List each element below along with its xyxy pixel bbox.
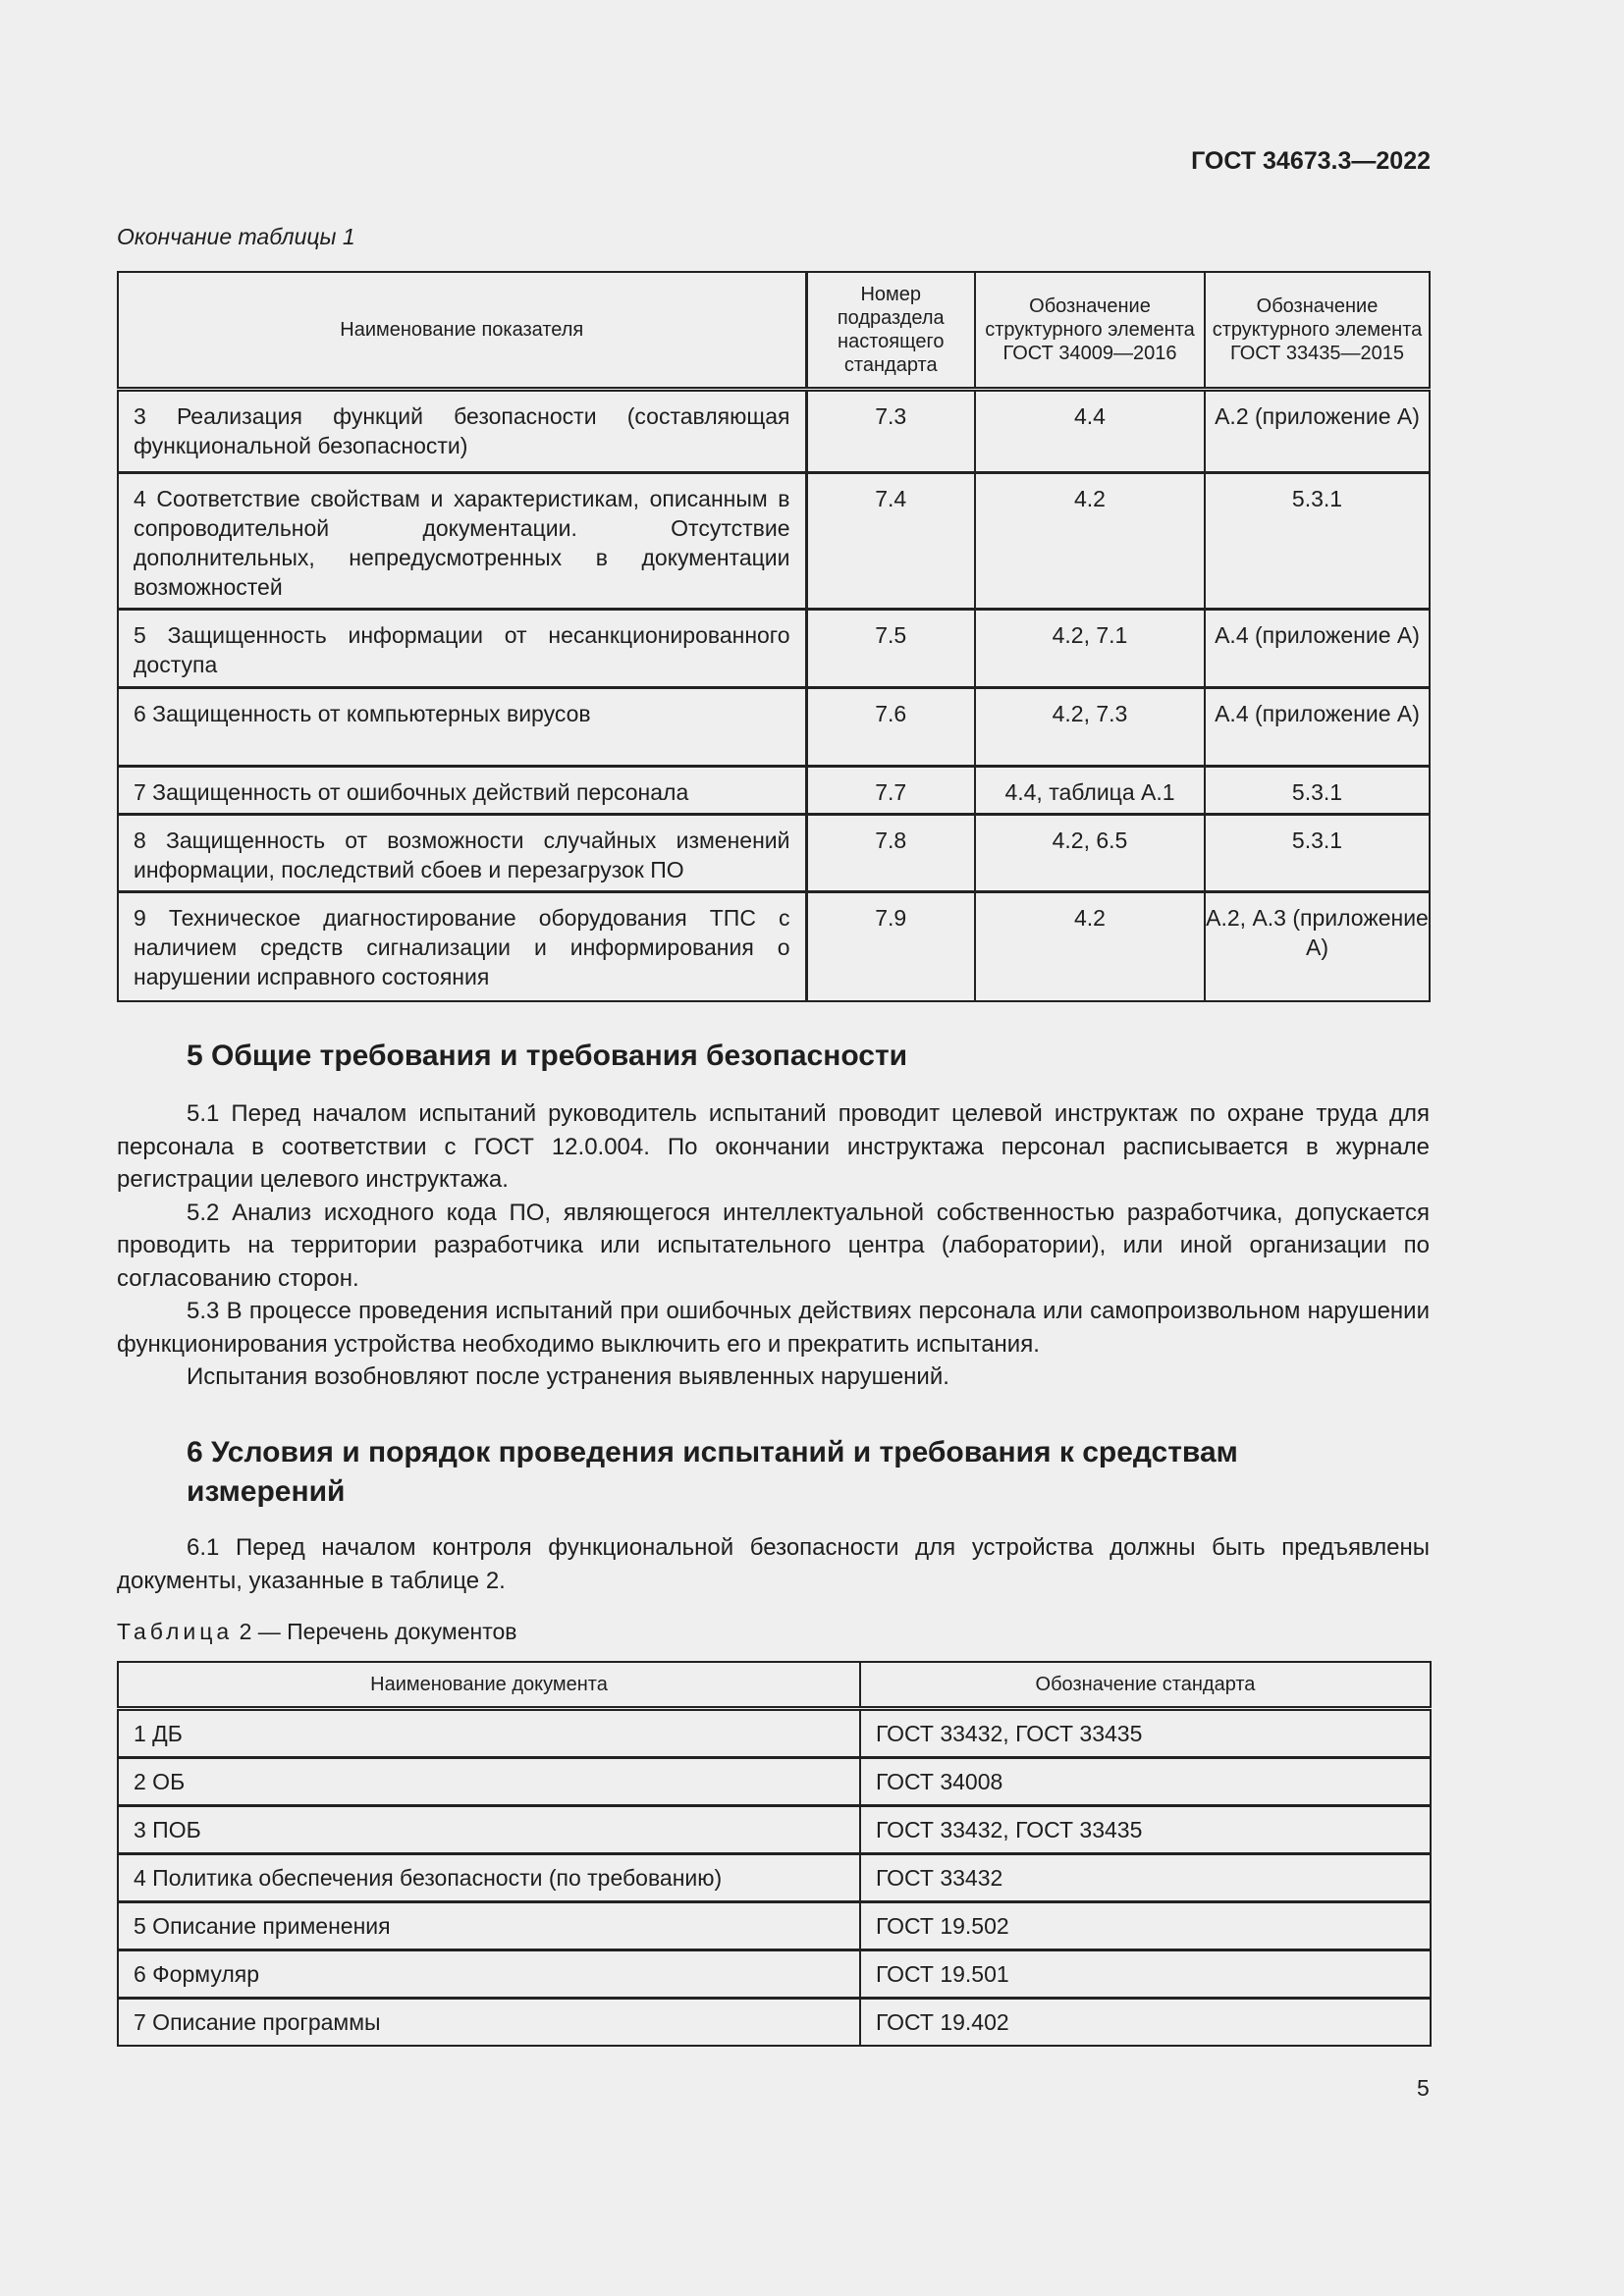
gost33435-ref: А.2, А.3 (приложение А) (1205, 892, 1430, 1001)
gost34009-ref: 4.2 (975, 892, 1205, 1001)
table-row (118, 815, 1430, 892)
section-5-body (117, 1097, 1430, 1394)
gost34009-ref: 4.4, таблица А.1 (975, 767, 1205, 815)
paragraph-5-2: 5.2 Анализ исходного кода ПО, являющегося интеллектуальной собственностью разработчика, допускается проводить на территории разработчика или испытательного центра (лаборатории), или иной организации по согласованию сторон. (117, 1199, 1430, 1292)
subsection-number: 7.6 (806, 688, 975, 767)
standard-ref: ГОСТ 19.501 (860, 1950, 1431, 1999)
indicator-name: 8 Защищенность от возможности случайных изменений информации, последствий сбоев и перезагрузок ПО (118, 815, 806, 892)
subsection-number: 7.3 (806, 390, 975, 473)
subsection-number: 7.9 (806, 892, 975, 1001)
standard-ref: ГОСТ 34008 (860, 1758, 1431, 1806)
subsection-number: 7.5 (806, 610, 975, 688)
gost33435-ref: 5.3.1 (1205, 473, 1430, 610)
document-name: 2 ОБ (118, 1758, 860, 1806)
table-row (118, 892, 1430, 1001)
document-name: 5 Описание применения (118, 1902, 860, 1950)
gost34009-ref: 4.2, 7.1 (975, 610, 1205, 688)
indicator-name: 9 Техническое диагностирование оборудования ТПС с наличием средств сигнализации и информирования о нарушении исправного состояния (118, 892, 806, 1001)
gost33435-ref: А.2 (приложение А) (1205, 390, 1430, 473)
gost33435-ref: 5.3.1 (1205, 815, 1430, 892)
table-row (118, 1806, 1431, 1854)
table-row (118, 390, 1430, 473)
table1-indicators (117, 271, 1431, 1002)
table-row (118, 1758, 1431, 1806)
subsection-number: 7.4 (806, 473, 975, 610)
table-row (118, 1709, 1431, 1758)
paragraph-5-1: 5.1 Перед началом испытаний руководитель испытаний проводит целевой инструктаж по охране труда для персонала в соответствии с ГОСТ 12.0.004. По окончании инструктажа персонал расписывается в журнале регистрации целевого инструктажа. (117, 1100, 1430, 1193)
paragraph-5-3-cont: Испытания возобновляют после устранения выявленных нарушений. (187, 1363, 949, 1390)
table-row (118, 1999, 1431, 2047)
document-name: 3 ПОБ (118, 1806, 860, 1854)
document-name: 1 ДБ (118, 1709, 860, 1758)
table2-caption (117, 1619, 517, 1645)
table1-col-header: Номер подраздела настоящего стандарта (806, 272, 975, 390)
gost33435-ref: А.4 (приложение А) (1205, 610, 1430, 688)
gost34009-ref: 4.2, 7.3 (975, 688, 1205, 767)
indicator-name: 7 Защищенность от ошибочных действий персонала (118, 767, 806, 815)
subsection-number: 7.7 (806, 767, 975, 815)
indicator-name: 4 Соответствие свойствам и характеристикам, описанным в сопроводительной документации. Отсутствие дополнительных, непредусмотренных в документации возможностей (118, 473, 806, 610)
document-name: 6 Формуляр (118, 1950, 860, 1999)
table1-col-header: Обозначение структурного элемента ГОСТ 33435—2015 (1205, 272, 1430, 390)
table2-header-row (118, 1662, 1431, 1709)
table2-documents (117, 1661, 1432, 2047)
table-row (118, 767, 1430, 815)
table1-header-row (118, 272, 1430, 390)
standard-ref: ГОСТ 33432, ГОСТ 33435 (860, 1709, 1431, 1758)
table2-col-header: Обозначение стандарта (860, 1662, 1431, 1709)
table1-col-header: Наименование показателя (118, 272, 806, 390)
subsection-number: 7.8 (806, 815, 975, 892)
table-row (118, 688, 1430, 767)
gost33435-ref: 5.3.1 (1205, 767, 1430, 815)
gost34009-ref: 4.2, 6.5 (975, 815, 1205, 892)
standard-ref: ГОСТ 19.402 (860, 1999, 1431, 2047)
section-5-heading: 5 Общие требования и требования безопасности (187, 1040, 908, 1072)
document-code: ГОСТ 34673.3—2022 (1191, 147, 1431, 175)
paragraph-6-1: 6.1 Перед началом контроля функциональной безопасности для устройства должны быть предъявлены документы, указанные в таблице 2. (117, 1534, 1430, 1594)
table-row (118, 1854, 1431, 1902)
gost33435-ref: А.4 (приложение А) (1205, 688, 1430, 767)
section-6-body (117, 1531, 1430, 1597)
table1-continuation-caption: Окончание таблицы 1 (117, 224, 355, 249)
table2-caption-label: Таблица (117, 1619, 234, 1644)
table-row (118, 473, 1430, 610)
standard-ref: ГОСТ 33432, ГОСТ 33435 (860, 1806, 1431, 1854)
standard-ref: ГОСТ 33432 (860, 1854, 1431, 1902)
page-number: 5 (1417, 2075, 1430, 2101)
indicator-name: 3 Реализация функций безопасности (составляющая функциональной безопасности) (118, 390, 806, 473)
table2-caption-title: 2 — Перечень документов (239, 1619, 517, 1644)
table-row (118, 1902, 1431, 1950)
document-name: 7 Описание программы (118, 1999, 860, 2047)
indicator-name: 6 Защищенность от компьютерных вирусов (118, 688, 806, 767)
gost34009-ref: 4.2 (975, 473, 1205, 610)
gost34009-ref: 4.4 (975, 390, 1205, 473)
paragraph-5-3: 5.3 В процессе проведения испытаний при ошибочных действиях персонала или самопроизвольном нарушении функционирования устройства необходимо выключить его и прекратить испытания. (117, 1298, 1430, 1358)
table2-col-header: Наименование документа (118, 1662, 860, 1709)
section-6-heading: 6 Условия и порядок проведения испытаний и требования к средствам измерений (187, 1436, 1238, 1508)
document-name: 4 Политика обеспечения безопасности (по требованию) (118, 1854, 860, 1902)
table-row (118, 610, 1430, 688)
table-row (118, 1950, 1431, 1999)
table1-col-header: Обозначение структурного элемента ГОСТ 34009—2016 (975, 272, 1205, 390)
indicator-name: 5 Защищенность информации от несанкционированного доступа (118, 610, 806, 688)
standard-ref: ГОСТ 19.502 (860, 1902, 1431, 1950)
